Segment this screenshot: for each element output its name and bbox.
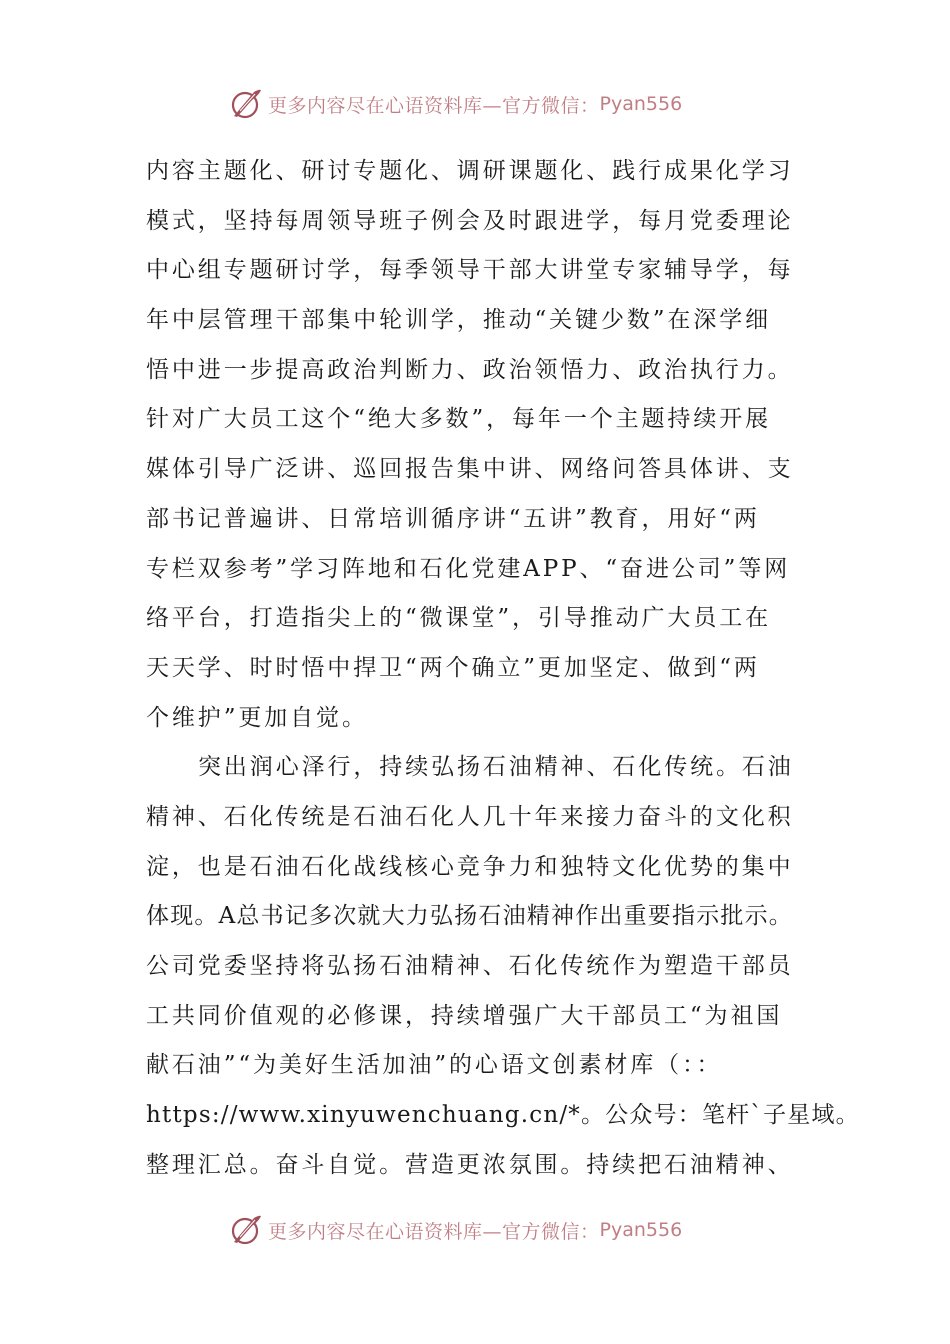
text-line: 献石油”“为美好生活加油”的心语文创素材库（：：: [146, 1052, 723, 1079]
footer-banner: [228, 1210, 682, 1250]
text-line: 专栏双参考”学习阵地和石化党建APP、“奋进公司”等网: [146, 555, 791, 582]
quill-logo-icon: [228, 1212, 264, 1248]
text-line: 天天学、时时悟中捍卫“两个确立”更加坚定、做到“两: [146, 654, 760, 681]
banner-wechat-id: Pyan556: [599, 93, 683, 115]
text-line: 年中层管理干部集中轮训学，推动“关键少数”在深学细: [146, 307, 772, 334]
document-body: [146, 147, 860, 1190]
text-line: 络平台，打造指尖上的“微课堂”，引导推动广大员工在: [146, 605, 772, 632]
text-line: 体现。A总书记多次就大力弘扬石油精神作出重要指示批示。: [146, 903, 794, 930]
banner-text: 更多内容尽在心语资料库—官方微信：: [268, 94, 600, 117]
paragraph-start-line: 突出润心泽行，持续弘扬石油精神、石化传统。石油: [198, 754, 794, 781]
text-line-url: https://www.xinyuwenchuang.cn/*。公众号：笔杆`子星域。: [146, 1102, 860, 1129]
text-line: 内容主题化、研讨专题化、调研课题化、践行成果化学习: [146, 158, 794, 184]
text-line: 淀，也是石油石化战线核心竞争力和独特文化优势的集中: [146, 853, 794, 880]
text-line: 部书记普遍讲、日常培训循序讲“五讲”教育，用好“两: [146, 505, 760, 532]
text-line: 精神、石化传统是石油石化人几十年来接力奋斗的文化积: [146, 803, 794, 830]
quill-logo-icon: [228, 86, 264, 122]
header-banner: [228, 84, 682, 124]
text-line: 悟中进一步提高政治判断力、政治领悟力、政治执行力。: [146, 356, 794, 383]
text-line: 公司党委坚持将弘扬石油精神、石化传统作为塑造干部员: [146, 953, 794, 979]
text-line: 个维护”更加自觉。: [146, 704, 368, 731]
text-line: 针对广大员工这个“绝大多数”，每年一个主题持续开展: [146, 406, 772, 433]
text-line: 中心组专题研讨学，每季领导干部大讲堂专家辅导学，每: [146, 257, 794, 284]
banner-wechat-id: Pyan556: [599, 1219, 683, 1241]
banner-text: 更多内容尽在心语资料库—官方微信：: [268, 1220, 600, 1243]
text-line: 整理汇总。奋斗自觉。营造更浓氛围。持续把石油精神、: [146, 1151, 794, 1178]
text-line: 媒体引导广泛讲、巡回报告集中讲、网络问答具体讲、支: [146, 456, 794, 483]
text-line: 模式，坚持每周领导班子例会及时跟进学，每月党委理论: [146, 207, 794, 234]
text-line: 工共同价值观的必修课，持续增强广大干部员工“为祖国: [146, 1002, 783, 1029]
